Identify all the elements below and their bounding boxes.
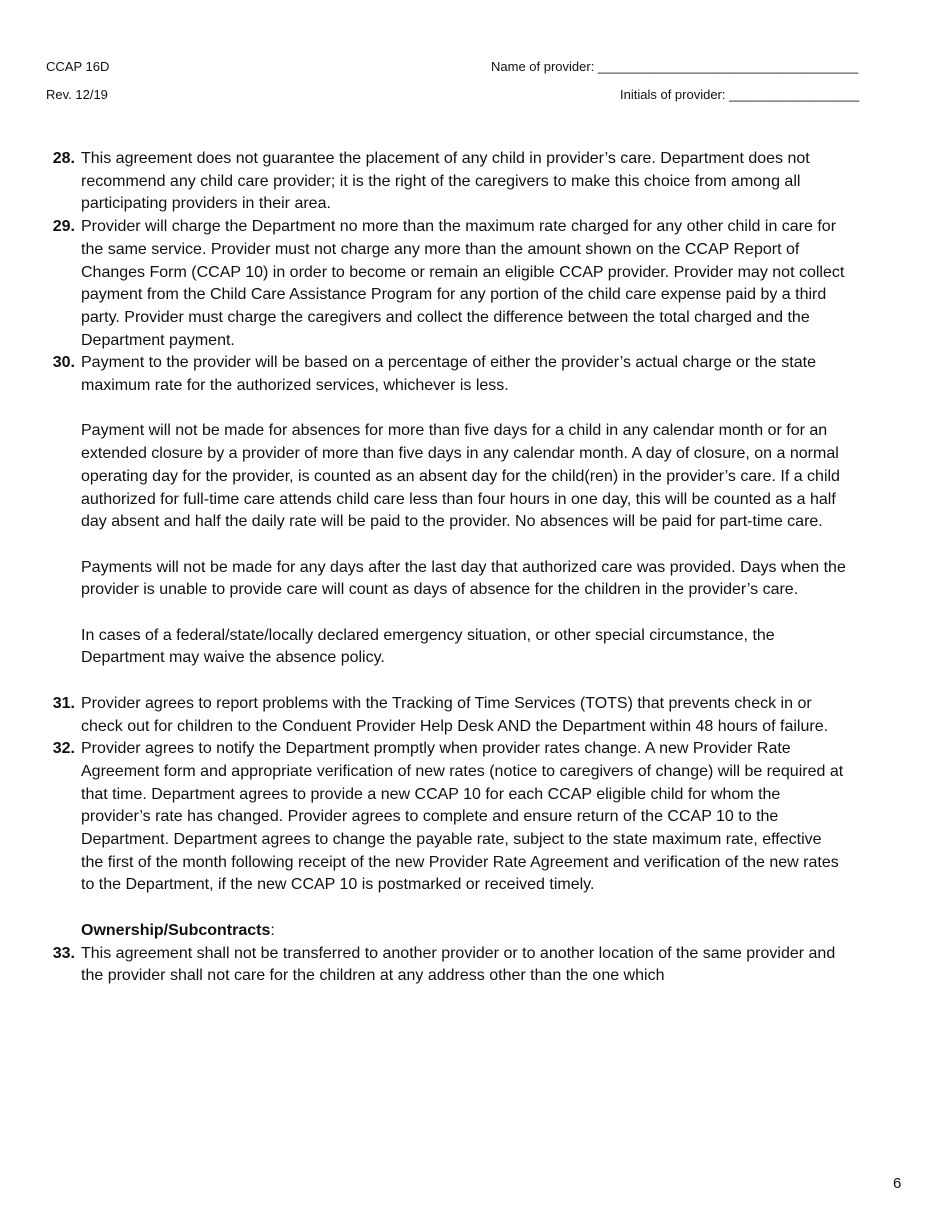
item-text: Payment to the provider will be based on a percentage of either the provider’s actual charge or the state maximum rate for the authorized services, whichever is less. — [81, 354, 816, 395]
agreement-body — [46, 148, 846, 988]
item-33 — [46, 943, 846, 988]
section-heading — [46, 920, 846, 943]
initials-of-provider-field: Initials of provider: __________________ — [620, 87, 860, 102]
item-text: Provider will charge the Department no more than the maximum rate charged for any other child in care for the same service. Provider must not charge any more than the amount shown on the CCAP Report of Changes Form (CCAP 10) in order to become or remain an eligible CCAP provider. Provider may not collect payment from the Child Care Assistance Program for any portion of the child care expense paid by a third party. Provider must charge the caregivers and collect the difference between the total charged and the Department payment. — [81, 218, 845, 349]
item-number: 28. — [52, 150, 75, 167]
item-28 — [46, 148, 846, 216]
item-number: 33. — [52, 944, 75, 962]
section-heading-punct: : — [270, 921, 275, 939]
item-text: Provider agrees to notify the Department promptly when provider rates change. A new Provider Rate Agreement form and appropriate verification of new rates (notice to caregivers of change) will be required at that time. Department agrees to provide a new CCAP 10 for each CCAP eligible child for whom the provider’s rate has changed. Provider agrees to complete and ensure return of the CCAP 10 to the Department. Department agrees to change the payable rate, subject to the state maximum rate, effective the first of the month following receipt of the new Provider Rate Agreement and verification of the new rates to the Department, if the new CCAP 10 is postmarked or received timely. — [81, 740, 844, 894]
item-text: Provider agrees to report problems with the Tracking of Time Services (TOTS) that prevents check in or check out for children to the Conduent Provider Help Desk AND the Department within 48 hours of failure. — [81, 694, 829, 735]
item-text: This agreement shall not be transferred to another provider or to another location of the same provider and the provider shall not care for the children at any address other than the one which — [81, 944, 836, 985]
item-29 — [46, 216, 846, 352]
item-number: 32. — [52, 740, 75, 758]
name-of-provider-field: Name of provider: ____________________________________ — [491, 59, 859, 74]
item-text: This agreement does not guarantee the placement of any child in provider’s care. Department does not recommend any child care provider; it is the right of the caregivers to make this choice from among all participating providers in their area. — [81, 150, 810, 213]
item-30 — [46, 352, 846, 397]
item-number: 31. — [52, 694, 75, 712]
item-31 — [46, 693, 846, 738]
page-number: 6 — [893, 1175, 902, 1192]
emergency-paragraph: In cases of a federal/state/locally declared emergency situation, or other special circumstance, the Department may waive the absence policy. — [81, 626, 775, 667]
revision-date: Rev. 12/19 — [46, 87, 108, 102]
item-32 — [46, 738, 846, 897]
section-heading-text: Ownership/Subcontracts — [81, 921, 271, 939]
item-number: 29. — [52, 218, 75, 236]
absence-paragraph: Payment will not be made for absences for more than five days for a child in any calendar month or for an extended closure by a provider of more than five days in any calendar month. A day of closure, on a normal operating day for the provider, is counted as an absent day for the child(ren) in the provider’s care. If a child authorized for full-time care attends child care less than four hours in one day, this will be counted as a half day absent and half the daily rate will be paid to the provider. No absences will be paid for part-time care. — [81, 422, 840, 531]
form-id: CCAP 16D — [46, 59, 110, 74]
item-number: 30. — [52, 354, 75, 372]
payment-paragraph: Payments will not be made for any days after the last day that authorized care was provided. Days when the provider is unable to provide care will count as days of absence for the children in the provider’s care. — [81, 558, 846, 599]
